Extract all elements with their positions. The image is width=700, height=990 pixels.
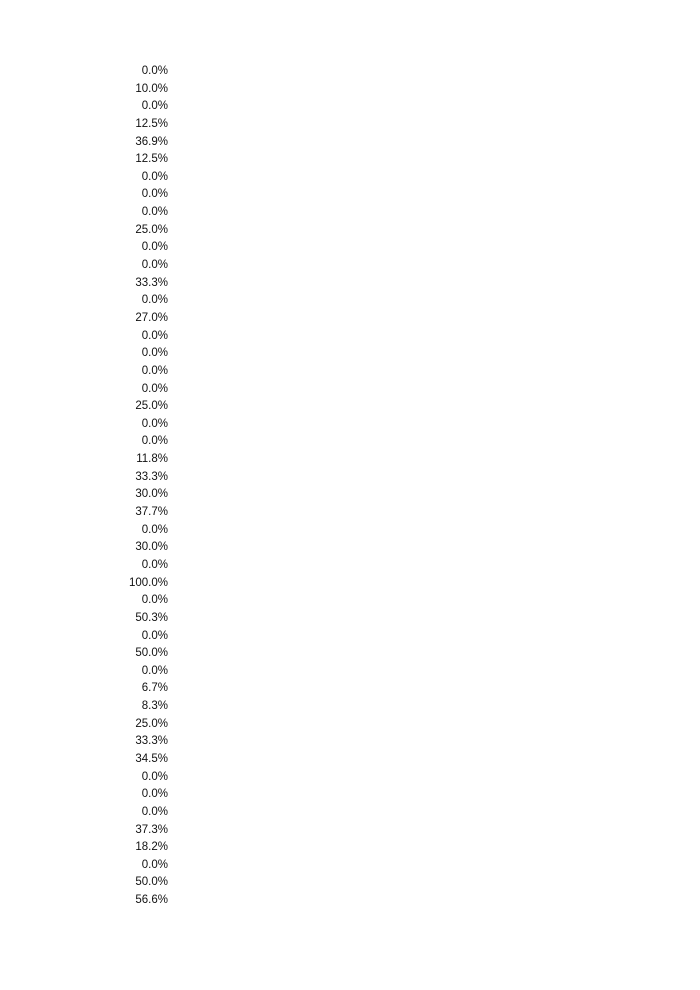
percentage-cell: 0.0% [141, 858, 168, 871]
percentage-cell: 18.2% [135, 841, 168, 854]
percentage-cell: 0.0% [141, 558, 168, 571]
percentage-cell: 0.0% [141, 188, 168, 201]
percentage-cell: 37.3% [135, 823, 168, 836]
percentage-cell: 0.0% [141, 329, 168, 342]
percentage-cell: 12.5% [135, 153, 168, 166]
percentage-cell: 25.0% [135, 400, 168, 413]
percentage-cell: 12.5% [135, 117, 168, 130]
percentage-cell: 8.3% [141, 700, 168, 713]
percentage-cell: 0.0% [141, 100, 168, 113]
percentage-cell: 34.5% [135, 752, 168, 765]
percentage-cell: 33.3% [135, 470, 168, 483]
percentage-cell: 30.0% [135, 541, 168, 554]
percentage-cell: 0.0% [141, 65, 168, 77]
percentage-cell: 100.0% [128, 576, 168, 589]
percentage-cell: 0.0% [141, 364, 168, 377]
percentage-cell: 0.0% [141, 206, 168, 219]
percentage-cell: 36.9% [135, 135, 168, 148]
percentage-cell: 0.0% [141, 664, 168, 677]
percentage-cell: 56.6% [135, 894, 168, 907]
percentage-cell: 0.0% [141, 523, 168, 536]
percentage-cell: 27.0% [135, 311, 168, 324]
percentage-cell: 50.3% [135, 611, 168, 624]
percentage-cell: 0.0% [141, 170, 168, 183]
percentage-cell: 50.0% [135, 647, 168, 660]
percentage-cell: 0.0% [141, 347, 168, 360]
percentage-cell: 0.0% [141, 294, 168, 307]
percentage-cell: 11.8% [136, 453, 168, 466]
percentage-cell: 0.0% [141, 805, 168, 818]
percentage-cell: 10.0% [135, 82, 168, 95]
percentage-cell: 30.0% [135, 488, 168, 501]
percentage-cell: 33.3% [135, 735, 168, 748]
percentage-cell: 0.0% [141, 259, 168, 272]
percentage-cell: 0.0% [141, 417, 168, 430]
percentage-cell: 0.0% [141, 770, 168, 783]
percentage-cell: 0.0% [141, 594, 168, 607]
percentage-cell: 0.0% [141, 435, 168, 448]
percentage-cell: 0.0% [141, 788, 168, 801]
percentage-cell: 6.7% [141, 682, 168, 695]
percentage-cell: 50.0% [135, 876, 168, 889]
percentage-cell: 33.3% [135, 276, 168, 289]
percentage-cell: 0.0% [141, 241, 168, 254]
percentage-column [100, 63, 168, 910]
percentage-cell: 25.0% [135, 223, 168, 236]
percentage-cell: 37.7% [135, 506, 168, 519]
percentage-cell: 25.0% [135, 717, 168, 730]
percentage-cell: 0.0% [141, 629, 168, 642]
percentage-cell: 0.0% [141, 382, 168, 395]
